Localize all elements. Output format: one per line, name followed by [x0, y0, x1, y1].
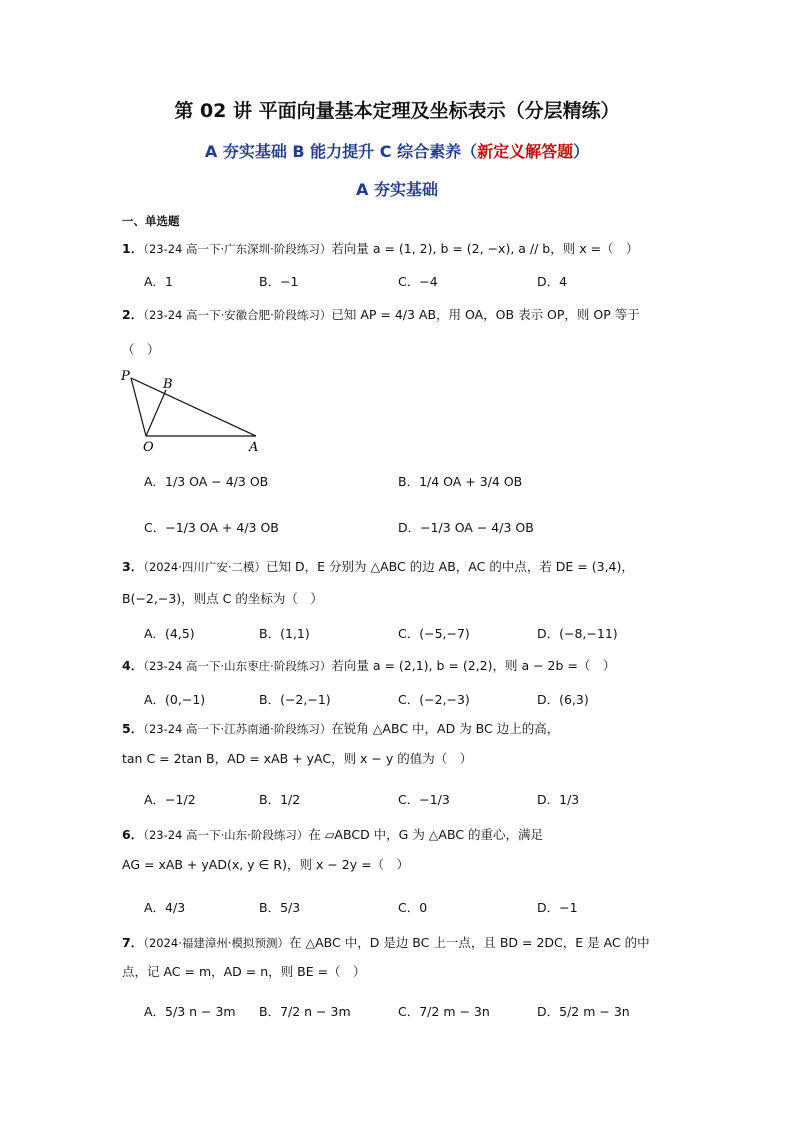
option-b[interactable]: B．5/3 [259, 900, 301, 915]
question-source: （23-24 高一下·山东枣庄·阶段练习） [143, 659, 332, 673]
subtitle-main: A 夯实基础 B 能力提升 C 综合素养（ [204, 142, 478, 161]
option-c[interactable]: C．−1/3 OA + 4/3 OB [144, 520, 279, 535]
question-3-line2: B(−2,−3)，则点 C 的坐标为（ ） [122, 591, 323, 606]
option-c[interactable]: C．(−2,−3) [398, 692, 470, 707]
subtitle-end: ） [573, 142, 590, 161]
part-label: 一、单选题 [122, 214, 180, 228]
option-d[interactable]: D．4 [537, 274, 568, 289]
option-c[interactable]: C．−1/3 [398, 792, 450, 807]
level-subtitle [0, 139, 794, 162]
option-d[interactable]: D．−1/3 OA − 4/3 OB [398, 520, 534, 535]
option-d[interactable]: D．−1 [537, 900, 578, 915]
question-6 [122, 826, 543, 844]
question-7-line2: 点，记 AC = m，AD = n，则 BE =（ ） [122, 964, 366, 979]
question-7 [122, 934, 650, 952]
question-source: （23-24 高一下·安徽合肥·阶段练习） [143, 308, 332, 322]
segment-po [131, 378, 146, 436]
option-a[interactable]: A．−1/2 [144, 792, 196, 807]
question-stem: 在 △ABC 中，D 是边 BC 上一点，且 BD = 2DC，E 是 AC 的中 [289, 935, 650, 950]
option-c[interactable]: C．0 [398, 900, 428, 915]
triangle-figure [116, 366, 266, 456]
question-source: （2024·福建漳州·模拟预测） [143, 936, 290, 950]
option-b[interactable]: B．(−2,−1) [259, 692, 331, 707]
question-number: 6． [122, 827, 144, 842]
option-c[interactable]: C．(−5,−7) [398, 626, 470, 641]
question-3 [122, 558, 634, 576]
label-b: B [163, 377, 173, 392]
question-stem: 若向量 a = (2,1), b = (2,2)，则 a − 2b =（ ） [331, 658, 616, 673]
question-number: 3． [122, 559, 144, 574]
option-a[interactable]: A．1 [144, 274, 174, 289]
option-a[interactable]: A．(0,−1) [144, 692, 206, 707]
question-1 [122, 240, 639, 258]
question-number: 5． [122, 721, 144, 736]
question-6-line2: AG = xAB + yAD(x, y ∈ R)，则 x − 2y =（ ） [122, 857, 410, 872]
option-a[interactable]: A．4/3 [144, 900, 186, 915]
question-stem: 在锐角 △ABC 中，AD 为 BC 边上的高， [331, 721, 560, 736]
question-source: （2024·四川广安·二模） [143, 560, 267, 574]
option-b[interactable]: B．(1,1) [259, 626, 310, 641]
question-source: （23-24 高一下·广东深圳·阶段练习） [143, 242, 332, 256]
question-5-line2: tan C = 2tan B，AD = xAB + yAC，则 x − y 的值为（ ） [122, 751, 473, 766]
question-number: 4． [122, 658, 144, 673]
option-c[interactable]: C．−4 [398, 274, 438, 289]
option-d[interactable]: D．1/3 [537, 792, 580, 807]
option-a[interactable]: A．5/3 n − 3m [144, 1004, 236, 1019]
option-c[interactable]: C．7/2 m − 3n [398, 1004, 490, 1019]
question-2-bracket: （ ） [122, 342, 160, 357]
option-b[interactable]: B．1/4 OA + 3/4 OB [398, 474, 523, 489]
option-a[interactable]: A．1/3 OA − 4/3 OB [144, 474, 269, 489]
option-d[interactable]: D．5/2 m − 3n [537, 1004, 630, 1019]
option-a[interactable]: A．(4,5) [144, 626, 195, 641]
segment-ob [146, 390, 166, 436]
question-2 [122, 306, 640, 324]
question-5 [122, 720, 559, 738]
question-number: 2． [122, 307, 144, 322]
page-title: 第 02 讲 平面向量基本定理及坐标表示（分层精练） [174, 100, 620, 122]
option-d[interactable]: D．(6,3) [537, 692, 589, 707]
label-o: O [143, 440, 154, 455]
option-b[interactable]: B．7/2 n − 3m [259, 1004, 351, 1019]
option-b[interactable]: B．1/2 [259, 792, 301, 807]
question-stem: 已知 AP = 4/3 AB，用 OA，OB 表示 OP，则 OP 等于 [331, 307, 640, 322]
question-source: （23-24 高一下·江苏南通·阶段练习） [143, 722, 332, 736]
option-b[interactable]: B．−1 [259, 274, 299, 289]
question-number: 7． [122, 935, 144, 950]
question-stem: 在 ▱ABCD 中，G 为 △ABC 的重心，满足 [308, 827, 544, 842]
question-stem: 若向量 a = (1, 2), b = (2, −x), a // b，则 x =（ ） [331, 241, 639, 256]
section-heading: A 夯实基础 [356, 180, 438, 199]
label-a: A [249, 440, 259, 455]
question-number: 1． [122, 241, 144, 256]
label-p: P [121, 369, 130, 384]
question-stem: 已知 D，E 分别为 △ABC 的边 AB，AC 的中点，若 DE = (3,4)， [266, 559, 634, 574]
question-4 [122, 657, 615, 675]
subtitle-highlight: 新定义解答题 [477, 142, 574, 161]
question-source: （23-24 高一下·山东·阶段练习） [143, 828, 309, 842]
option-d[interactable]: D．(−8,−11) [537, 626, 618, 641]
